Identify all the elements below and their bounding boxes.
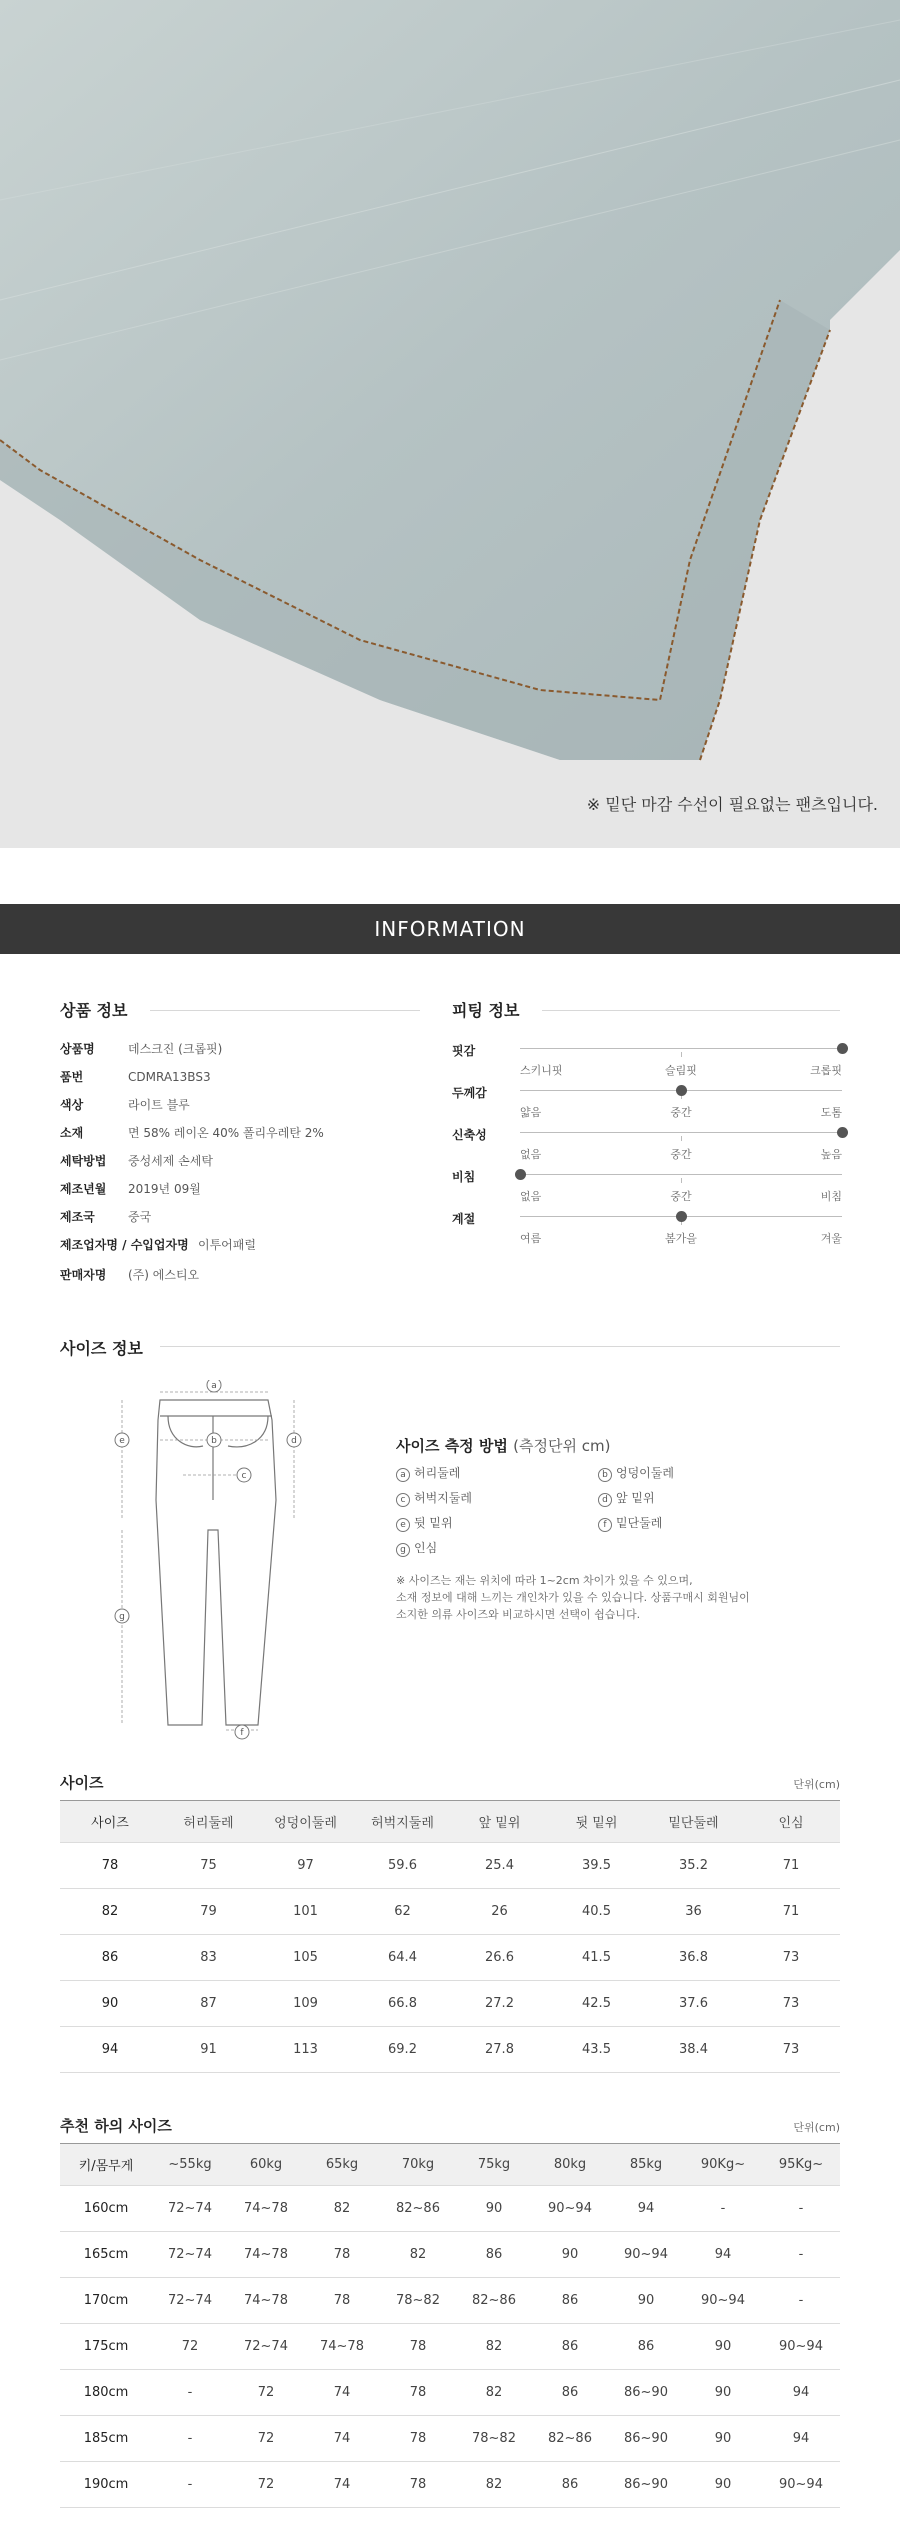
table-cell: - bbox=[762, 2186, 840, 2232]
info-value: 데스크진 (크롭핏) bbox=[128, 1042, 223, 1056]
table-cell: 74 bbox=[304, 2416, 380, 2462]
measure-item: f 밑단둘레 bbox=[598, 1514, 662, 1532]
table-cell: 72 bbox=[228, 2462, 304, 2508]
fitting-track bbox=[520, 1090, 842, 1119]
table-row bbox=[60, 1981, 840, 2027]
table-cell: 78~82 bbox=[380, 2278, 456, 2324]
column-header: 90Kg~ bbox=[684, 2144, 762, 2186]
info-value: 라이트 블루 bbox=[128, 1098, 190, 1112]
table-cell: 86~90 bbox=[608, 2462, 684, 2508]
fitting-row bbox=[452, 1084, 842, 1124]
table-row bbox=[60, 2416, 840, 2462]
table-cell: 86~90 bbox=[608, 2416, 684, 2462]
table-cell: 90 bbox=[684, 2416, 762, 2462]
product-info-row bbox=[60, 1096, 420, 1114]
table-cell: 86 bbox=[532, 2324, 608, 2370]
fitting-row bbox=[452, 1042, 842, 1082]
table-cell: 90 bbox=[60, 1981, 160, 2027]
table-cell: 90 bbox=[684, 2370, 762, 2416]
size-note-1: ※ 사이즈는 재는 위치에 따라 1~2cm 차이가 있을 수 있으며, bbox=[396, 1574, 693, 1587]
size-note-3: 소지한 의류 사이즈와 비교하시면 선택이 쉽습니다. bbox=[396, 1608, 641, 1621]
table-cell: 90 bbox=[684, 2324, 762, 2370]
table-cell: 37.6 bbox=[645, 1981, 742, 2027]
measure-item: c 허벅지둘레 bbox=[396, 1489, 472, 1507]
fitting-tick bbox=[681, 1178, 682, 1183]
product-info-row bbox=[60, 1124, 420, 1142]
measure-item: e 뒷 밑위 bbox=[396, 1514, 453, 1532]
column-header: 60kg bbox=[228, 2144, 304, 2186]
table-cell: 72~74 bbox=[228, 2324, 304, 2370]
product-info-row bbox=[60, 1152, 420, 1170]
fitting-label-low: 없음 bbox=[520, 1148, 542, 1161]
marker-d: d bbox=[291, 1436, 297, 1446]
table-cell: 175cm bbox=[60, 2324, 152, 2370]
size-table-title: 사이즈 bbox=[60, 1774, 104, 1792]
column-header: 뒷 밑위 bbox=[548, 1801, 645, 1843]
size-info-title: 사이즈 정보 bbox=[60, 1339, 143, 1358]
table-cell: 86~90 bbox=[608, 2370, 684, 2416]
table-cell: 78 bbox=[380, 2462, 456, 2508]
table-cell: 82~86 bbox=[456, 2278, 532, 2324]
table-row bbox=[60, 1843, 840, 1889]
divider bbox=[150, 1010, 420, 1011]
column-header: 75kg bbox=[456, 2144, 532, 2186]
fitting-info-title: 피팅 정보 bbox=[452, 1001, 520, 1020]
table-cell: 43.5 bbox=[548, 2027, 645, 2073]
product-info-row bbox=[60, 1266, 420, 1284]
fitting-key: 핏감 bbox=[452, 1044, 476, 1058]
fitting-key: 계절 bbox=[452, 1212, 476, 1226]
marker-f: f bbox=[240, 1728, 244, 1738]
table-cell: 86 bbox=[532, 2370, 608, 2416]
fitting-label-high: 비침 bbox=[820, 1190, 842, 1203]
product-info-row bbox=[60, 1068, 420, 1086]
table-cell: - bbox=[152, 2370, 228, 2416]
column-header: 인심 bbox=[742, 1801, 840, 1843]
size-table bbox=[60, 1800, 840, 2073]
table-cell: 71 bbox=[742, 1889, 840, 1935]
table-cell: 74 bbox=[304, 2462, 380, 2508]
table-cell: 62 bbox=[354, 1889, 451, 1935]
divider bbox=[542, 1010, 840, 1011]
info-key: 상품명 bbox=[60, 1042, 95, 1056]
info-key: 제조업자명 / 수입업자명 bbox=[60, 1238, 189, 1252]
table-cell: 82 bbox=[380, 2232, 456, 2278]
fitting-level-dot bbox=[515, 1169, 526, 1180]
table-cell: 185cm bbox=[60, 2416, 152, 2462]
fitting-label-low: 없음 bbox=[520, 1190, 542, 1203]
table-cell: 190cm bbox=[60, 2462, 152, 2508]
table-cell: 90~94 bbox=[684, 2278, 762, 2324]
fitting-label-low: 여름 bbox=[520, 1232, 542, 1245]
rec-table-title: 추천 하의 사이즈 bbox=[60, 2117, 172, 2135]
table-cell: - bbox=[152, 2462, 228, 2508]
table-cell: 78 bbox=[304, 2278, 380, 2324]
fitting-row bbox=[452, 1210, 842, 1250]
table-cell: 64.4 bbox=[354, 1935, 451, 1981]
fitting-label-mid: 중간 bbox=[670, 1106, 692, 1119]
fitting-row bbox=[452, 1168, 842, 1208]
table-cell: 78 bbox=[60, 1843, 160, 1889]
pants-measurement-diagram bbox=[108, 1380, 328, 1740]
product-info-row bbox=[60, 1180, 420, 1198]
table-cell: 26.6 bbox=[451, 1935, 548, 1981]
product-info-row bbox=[60, 1040, 420, 1058]
table-cell: 109 bbox=[257, 1981, 354, 2027]
table-cell: 90~94 bbox=[532, 2186, 608, 2232]
table-row bbox=[60, 1889, 840, 1935]
table-cell: 101 bbox=[257, 1889, 354, 1935]
information-header: INFORMATION bbox=[0, 904, 900, 954]
table-cell: 91 bbox=[160, 2027, 257, 2073]
measure-method-title: 사이즈 측정 방법 (측정단위 cm) bbox=[396, 1437, 611, 1455]
marker-b: b bbox=[211, 1436, 217, 1446]
table-row bbox=[60, 2027, 840, 2073]
info-key: 품번 bbox=[60, 1070, 84, 1084]
fitting-label-mid: 봄가을 bbox=[665, 1232, 697, 1245]
table-cell: 94 bbox=[762, 2416, 840, 2462]
table-cell: 59.6 bbox=[354, 1843, 451, 1889]
marker-c: c bbox=[241, 1471, 247, 1481]
table-cell: 74~78 bbox=[228, 2232, 304, 2278]
fitting-label-high: 크롭핏 bbox=[810, 1064, 842, 1077]
info-key: 제조국 bbox=[60, 1210, 95, 1224]
column-header: ~55kg bbox=[152, 2144, 228, 2186]
table-cell: 78 bbox=[380, 2324, 456, 2370]
fitting-track bbox=[520, 1132, 842, 1161]
info-key: 세탁방법 bbox=[60, 1154, 107, 1168]
table-cell: 87 bbox=[160, 1981, 257, 2027]
table-cell: 74~78 bbox=[304, 2324, 380, 2370]
fitting-label-mid: 중간 bbox=[670, 1148, 692, 1161]
table-cell: 90 bbox=[456, 2186, 532, 2232]
marker-g: g bbox=[119, 1612, 125, 1622]
table-cell: 66.8 bbox=[354, 1981, 451, 2027]
table-cell: 90~94 bbox=[762, 2462, 840, 2508]
fitting-tick bbox=[681, 1052, 682, 1057]
info-value: CDMRA13BS3 bbox=[128, 1070, 211, 1084]
fitting-tick bbox=[681, 1136, 682, 1141]
table-row bbox=[60, 2186, 840, 2232]
table-cell: 90 bbox=[684, 2462, 762, 2508]
recommended-size-table bbox=[60, 2143, 840, 2508]
table-cell: 25.4 bbox=[451, 1843, 548, 1889]
product-photo bbox=[0, 0, 900, 848]
table-cell: 72 bbox=[228, 2416, 304, 2462]
table-cell: 41.5 bbox=[548, 1935, 645, 1981]
table-cell: 97 bbox=[257, 1843, 354, 1889]
table-row bbox=[60, 2232, 840, 2278]
info-value: 이투어패럴 bbox=[198, 1238, 256, 1252]
table-cell: 79 bbox=[160, 1889, 257, 1935]
table-cell: 38.4 bbox=[645, 2027, 742, 2073]
table-cell: 42.5 bbox=[548, 1981, 645, 2027]
measure-item: b 엉덩이둘레 bbox=[598, 1464, 674, 1482]
table-cell: 74~78 bbox=[228, 2186, 304, 2232]
divider bbox=[160, 1346, 840, 1347]
fitting-track bbox=[520, 1174, 842, 1203]
column-header: 65kg bbox=[304, 2144, 380, 2186]
rec-table-unit: 단위(cm) bbox=[793, 2121, 840, 2134]
table-cell: 94 bbox=[60, 2027, 160, 2073]
table-cell: 72 bbox=[228, 2370, 304, 2416]
measure-item: g 인심 bbox=[396, 1539, 437, 1557]
table-cell: 72~74 bbox=[152, 2278, 228, 2324]
table-cell: 105 bbox=[257, 1935, 354, 1981]
table-cell: 82 bbox=[304, 2186, 380, 2232]
table-cell: 86 bbox=[532, 2462, 608, 2508]
table-cell: 78 bbox=[380, 2416, 456, 2462]
table-row bbox=[60, 2462, 840, 2508]
column-header: 밑단둘레 bbox=[645, 1801, 742, 1843]
table-cell: 71 bbox=[742, 1843, 840, 1889]
info-key: 판매자명 bbox=[60, 1268, 107, 1282]
table-cell: - bbox=[152, 2416, 228, 2462]
table-cell: 26 bbox=[451, 1889, 548, 1935]
column-header: 허벅지둘레 bbox=[354, 1801, 451, 1843]
measure-item: a 허리둘레 bbox=[396, 1464, 460, 1482]
table-row bbox=[60, 2370, 840, 2416]
table-cell: 40.5 bbox=[548, 1889, 645, 1935]
table-cell: 72~74 bbox=[152, 2232, 228, 2278]
column-header: 80kg bbox=[532, 2144, 608, 2186]
table-cell: 74~78 bbox=[228, 2278, 304, 2324]
column-header: 70kg bbox=[380, 2144, 456, 2186]
marker-a: a bbox=[211, 1381, 217, 1391]
fitting-key: 비침 bbox=[452, 1170, 476, 1184]
info-key: 소재 bbox=[60, 1126, 84, 1140]
fitting-key: 신축성 bbox=[452, 1128, 487, 1142]
size-note-2: 소재 정보에 대해 느끼는 개인차가 있을 수 있습니다. 상품구매시 회원님이 bbox=[396, 1591, 750, 1604]
table-cell: 73 bbox=[742, 1935, 840, 1981]
table-cell: 180cm bbox=[60, 2370, 152, 2416]
fitting-row bbox=[452, 1126, 842, 1166]
table-cell: 90~94 bbox=[762, 2324, 840, 2370]
fitting-label-high: 도톰 bbox=[820, 1106, 842, 1119]
hem-note: ※ 밑단 마감 수선이 필요없는 팬츠입니다. bbox=[586, 795, 878, 814]
table-cell: 170cm bbox=[60, 2278, 152, 2324]
table-cell: 82 bbox=[456, 2462, 532, 2508]
table-cell: 86 bbox=[608, 2324, 684, 2370]
fitting-label-mid: 중간 bbox=[670, 1190, 692, 1203]
info-value: 2019년 09월 bbox=[128, 1182, 201, 1196]
table-row bbox=[60, 2324, 840, 2370]
table-row bbox=[60, 2278, 840, 2324]
fitting-level-dot bbox=[676, 1085, 687, 1096]
column-header: 허리둘레 bbox=[160, 1801, 257, 1843]
fitting-label-high: 높음 bbox=[820, 1148, 842, 1161]
table-cell: 165cm bbox=[60, 2232, 152, 2278]
denim-hem-illustration bbox=[0, 0, 900, 848]
column-header: 앞 밑위 bbox=[451, 1801, 548, 1843]
table-cell: 27.8 bbox=[451, 2027, 548, 2073]
table-cell: 36 bbox=[645, 1889, 742, 1935]
table-cell: 73 bbox=[742, 2027, 840, 2073]
table-cell: 83 bbox=[160, 1935, 257, 1981]
table-cell: 35.2 bbox=[645, 1843, 742, 1889]
table-cell: - bbox=[762, 2232, 840, 2278]
fitting-level-dot bbox=[837, 1043, 848, 1054]
table-cell: 82~86 bbox=[380, 2186, 456, 2232]
info-value: 중국 bbox=[128, 1210, 152, 1224]
column-header: 엉덩이둘레 bbox=[257, 1801, 354, 1843]
table-cell: 82 bbox=[60, 1889, 160, 1935]
table-cell: - bbox=[762, 2278, 840, 2324]
column-header: 사이즈 bbox=[60, 1801, 160, 1843]
fitting-label-mid: 슬림핏 bbox=[665, 1064, 697, 1077]
table-cell: 69.2 bbox=[354, 2027, 451, 2073]
table-cell: 94 bbox=[762, 2370, 840, 2416]
fitting-track bbox=[520, 1216, 842, 1245]
fitting-track bbox=[520, 1048, 842, 1077]
table-cell: 72~74 bbox=[152, 2186, 228, 2232]
fitting-level-dot bbox=[676, 1211, 687, 1222]
table-cell: 94 bbox=[608, 2186, 684, 2232]
info-value: (주) 에스티오 bbox=[128, 1268, 200, 1282]
table-cell: 39.5 bbox=[548, 1843, 645, 1889]
table-cell: 74 bbox=[304, 2370, 380, 2416]
table-cell: 86 bbox=[532, 2278, 608, 2324]
table-row bbox=[60, 1935, 840, 1981]
table-cell: 160cm bbox=[60, 2186, 152, 2232]
table-cell: 94 bbox=[684, 2232, 762, 2278]
fitting-label-high: 겨울 bbox=[820, 1232, 842, 1245]
table-cell: 113 bbox=[257, 2027, 354, 2073]
info-key: 색상 bbox=[60, 1098, 84, 1112]
measure-item: d 앞 밑위 bbox=[598, 1489, 655, 1507]
table-cell: 73 bbox=[742, 1981, 840, 2027]
table-cell: 36.8 bbox=[645, 1935, 742, 1981]
info-value: 중성세제 손세탁 bbox=[128, 1154, 213, 1168]
info-value: 면 58% 레이온 40% 폴리우레탄 2% bbox=[128, 1126, 324, 1140]
table-cell: 82 bbox=[456, 2370, 532, 2416]
fitting-label-low: 스키니핏 bbox=[520, 1064, 563, 1077]
table-cell: 90~94 bbox=[608, 2232, 684, 2278]
table-cell: 75 bbox=[160, 1843, 257, 1889]
table-cell: 78~82 bbox=[456, 2416, 532, 2462]
table-cell: 90 bbox=[608, 2278, 684, 2324]
table-cell: 82 bbox=[456, 2324, 532, 2370]
table-cell: 27.2 bbox=[451, 1981, 548, 2027]
fitting-key: 두께감 bbox=[452, 1086, 487, 1100]
table-cell: 78 bbox=[304, 2232, 380, 2278]
table-cell: - bbox=[684, 2186, 762, 2232]
table-cell: 90 bbox=[532, 2232, 608, 2278]
fitting-label-low: 얇음 bbox=[520, 1106, 542, 1119]
table-cell: 86 bbox=[60, 1935, 160, 1981]
column-header: 85kg bbox=[608, 2144, 684, 2186]
info-key: 제조년월 bbox=[60, 1182, 107, 1196]
fitting-level-dot bbox=[837, 1127, 848, 1138]
table-cell: 78 bbox=[380, 2370, 456, 2416]
marker-e: e bbox=[119, 1436, 125, 1446]
table-cell: 82~86 bbox=[532, 2416, 608, 2462]
column-header: 키/몸무게 bbox=[60, 2144, 152, 2186]
column-header: 95Kg~ bbox=[762, 2144, 840, 2186]
size-table-unit: 단위(cm) bbox=[793, 1778, 840, 1791]
product-info-row bbox=[60, 1236, 420, 1254]
product-info-row bbox=[60, 1208, 420, 1226]
table-cell: 72 bbox=[152, 2324, 228, 2370]
table-cell: 86 bbox=[456, 2232, 532, 2278]
product-info-title: 상품 정보 bbox=[60, 1001, 128, 1020]
